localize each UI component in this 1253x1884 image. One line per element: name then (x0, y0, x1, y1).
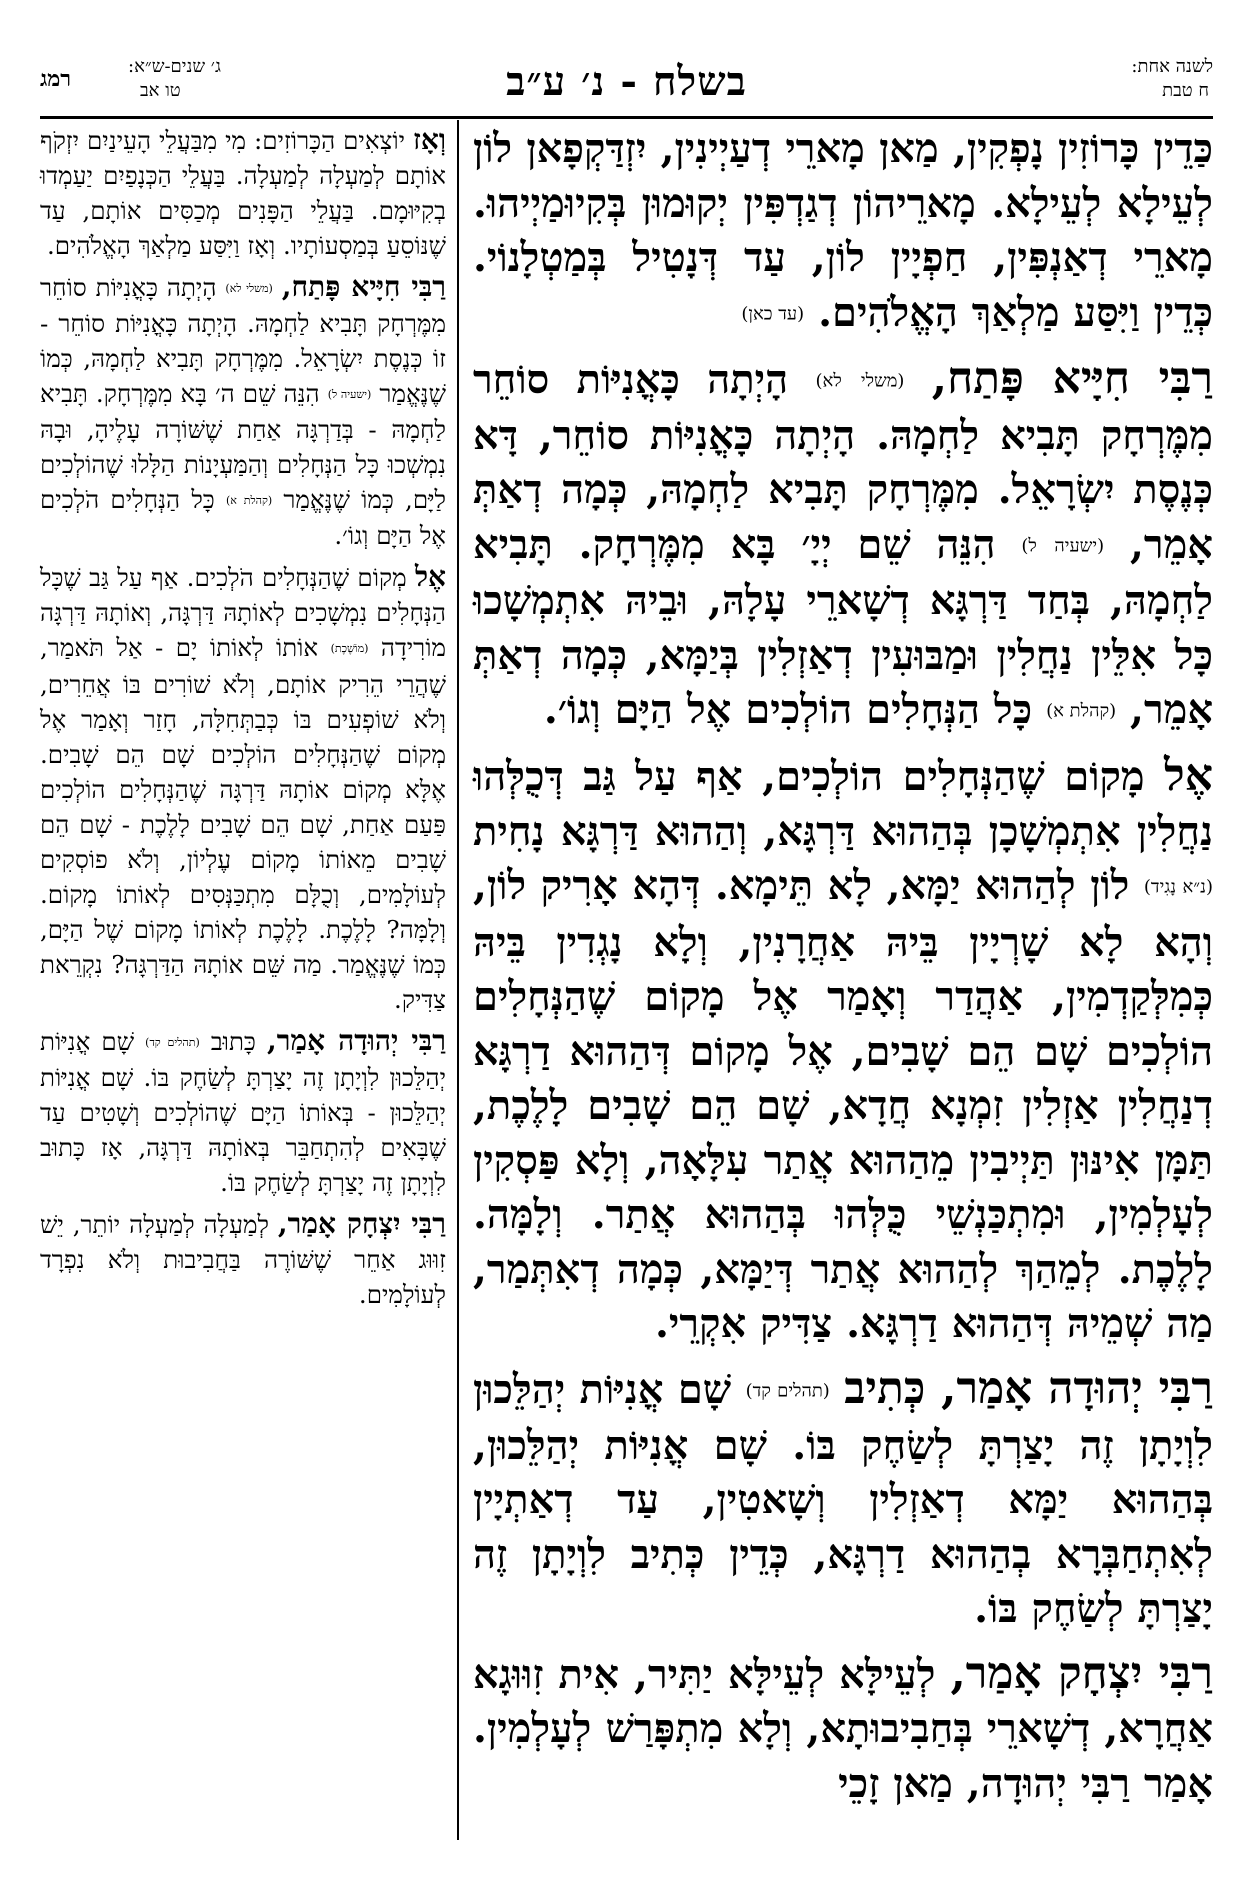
one-year-label: לשנה אחת: (1131, 56, 1213, 77)
side-text: אוֹתוֹ לְאוֹתוֹ יָם - אַל תֹּאמַר, שֶׁהֲרֵי הֵרִיק אוֹתָם, וְלֹא שׁוֹרִים בּוֹ אֲחֵרִים, וְלֹא שׁוֹפְעִים בּוֹ כְּבַתְּחִלָּה, חָזַר וְאָמַר אֶל מְקוֹם שֶׁהַנְּחָלִים הוֹלְכִים שָׁם הֵם שָׁבִים. אֶלָּא מְקוֹם אוֹתָהּ דַּרְגָּה שֶׁהַנְּחָלִים הוֹלְכִים פַּעַם אַחַת, שָׁם הֵם שָׁבִים לָלֶכֶת - שָׁם הֵם שָׁבִים מֵאוֹתוֹ מָקוֹם עֶלְיוֹן, וְלֹא פוֹסְקִים לְעוֹלָמִים, וְכֻלָּם מִתְכַּנְּסִים לְאוֹתוֹ מָקוֹם. וְלָמָּה? לָלֶכֶת. לָלֶכֶת לְאוֹתוֹ מָקוֹם שֶׁל הַיָּם, כְּמוֹ שֶׁנֶּאֱמַר. מַה שֵּׁם אוֹתָהּ הַדַּרְגָּה? נִקְרֵאת צַדִּיק. (40, 633, 446, 1014)
main-paragraph (473, 1362, 1213, 1637)
paragraph-lead: אֶל (1164, 750, 1213, 802)
paragraph-lead: רַבִּי יְהוּדָה אָמַר, כְּתִיב (844, 1362, 1213, 1414)
source-ref: (תהלים קד) (145, 1035, 200, 1049)
main-text: כַּדֵין כָּרוֹזִין נָפְקִין, מַאן מָארֵי דְעַיְינִין, יִזְדַּקְפָאן לוֹן לְעֵילָא לְעֵילָא. מָארֵיהוֹן דְגַדְפִּין יְקוּמוּן בְּקִיוּמַיְיהוּ. מָארֵי דְאַנְפִּין, חַפְיָין לוֹן, עַד דְּנָטִיל בְּמַטְלָנוֹי. כְּדֵין וַיִּסַּע מַלְאַךְ הָאֱלֹהִים. (473, 125, 1214, 336)
side-text: כָּתוּב (210, 1026, 256, 1056)
source-ref: (תהלים קד) (745, 1380, 830, 1402)
side-text: כָּל הַנְּחָלִים הֹלְכִים אֶל הַיָּם וְגוֹ׳. (40, 485, 446, 551)
main-text: מָקוֹם שֶׁהַנְּחָלִים הוֹלְכִים, אַף עַל גַּב דְּכֻלְּהוּ נַחֲלִין אִתְמְשָׁכָן בְּהַהוּא דַּרְגָּא, וְהַהוּא דַּרְגָּא נָחִית (473, 753, 1213, 855)
translation-column (40, 122, 446, 1318)
one-year-date: ח טבת (1162, 80, 1209, 101)
main-paragraph (473, 749, 1213, 1351)
side-paragraph (40, 269, 446, 553)
source-ref: (ישעיה ל) (327, 388, 372, 402)
source-ref: (עד כאן) (741, 303, 805, 325)
three-years-label: ג׳ שנים-ש״א: (128, 56, 221, 77)
main-text-column (473, 122, 1213, 1821)
paragraph-lead: רַבִּי יִצְחָק אָמַר, (950, 1647, 1213, 1699)
paragraph-lead: רַבִּי יְהוּדָה אָמַר, (266, 1023, 446, 1057)
source-ref: (משלי לא) (815, 370, 905, 392)
source-ref: (מוֹשֶׁכֶת) (330, 642, 369, 656)
side-text: הִנֵּה שֵׁם ה׳ בָּא מִמֶּרְחָק. תָּבִיא לַחְמָהּ - בְּדַרְגָּה אַחַת שֶׁשּׁוֹרָה עָלֶיהָ, וּבָהּ נִמְשְׁכוּ כָּל הַנְּחָלִים וְהַמַּעְיָנוֹת הַלָּלוּ שֶׁהוֹלְכִים לַיָּם, כְּמוֹ שֶׁנֶּאֱמַר (40, 379, 446, 515)
side-text: שָׁם אֳנִיּוֹת יְהַלֵּכוּן לִוְיָתָן זֶה יָצַרְתָּ לְשַׂחֶק בּוֹ. שָׁם אֳנִיּוֹת יְהַלֵּכוּן - בְּאוֹתוֹ הַיָּם שֶׁהוֹלְכִים וְשָׁטִים עַד שֶׁבָּאִים לְהִתְחַבֵּר בְּאוֹתָהּ דַּרְגָּה, אָז כָּתוּב לִוְיָתָן זֶה יָצַרְתָּ לְשַׂחֶק בּוֹ. (40, 1026, 446, 1197)
side-text: יוֹצְאִים הַכָּרוֹזִים: מִי מִבַּעֲלֵי הָעֵינַיִם יִזְקֹף אוֹתָם לְמַעְלָה לְמַעְלָה. בַּעֲלֵי הַכְּנָפַיִם יַעַמְדוּ בְקִיּוּמָם. בַּעֲלֵי הַפָּנִים מְכַסִּים אוֹתָם, עַד שֶׁנּוֹסֵעַ בְּמַסְעוֹתָיו. וְאָז וַיִּסַּע מַלְאַךְ הָאֱלֹהִים. (40, 126, 446, 260)
source-ref: (ישעיה ל) (1021, 535, 1105, 557)
page-number: רמג (40, 66, 72, 92)
paragraph-lead: רַבִּי חִיָּיא פָּתַח, (931, 352, 1213, 404)
main-text: הִנֵּה שֵׁם יְיָ׳ בָּא מִמֶּרְחָק. תָּבִיא לַחְמָהּ, בְּחַד דַּרְגָּא דְשָׁארֵי עָלָהּ, וּבֵיהּ אִתְמְשָׁכוּ כָּל אִלֵּין נַחֲלִין וּמַבּוּעִין דְאַזְלִין בְּיַמָּא, כְּמָה דְאַתְּ אָמֵר, (473, 520, 1213, 734)
source-ref: (קהלת א) (225, 494, 273, 508)
column-divider (457, 120, 459, 1840)
side-text: לְמַעְלָה לְמַעְלָה יוֹתֵר, יֵשׁ זִוּוּג אַחֵר שֶׁשּׁוֹרֶה בַּחֲבִיבוּת וְלֹא נִפְרָד לְעוֹלָמִים. (40, 1209, 446, 1309)
paragraph-lead: רַבִּי יִצְחָק אָמַר, (277, 1206, 446, 1240)
main-text: לְעֵילָּא לְעֵילָּא יַתִּיר, אִית זִוּוּגָא אַחֲרָא, דְשָׁארֵי בְּחַבִיבוּתָא, וְלָא מִתְפָּרַשׁ לְעָלְמִין. אָמַר רַבִּי יְהוּדָה, מַאן זָכֵי (473, 1650, 1213, 1807)
source-ref: (משלי לא) (225, 282, 273, 296)
side-text: הָיְתָה כָּאֳנִיּוֹת סוֹחֵר מִמֶּרְחָק תָּבִיא לַחְמָהּ. הָיְתָה כָּאֳנִיּוֹת סוֹחֵר - זוֹ כְּנֶסֶת יִשְׂרָאֵל. מִמֶּרְחָק תָּבִיא לַחְמָהּ, כְּמוֹ שֶׁנֶּאֱמַר (40, 273, 446, 409)
page-title: בשלח - נ׳ ע״ב (506, 58, 747, 105)
side-paragraph (40, 1206, 446, 1312)
side-paragraph (40, 1023, 446, 1200)
main-paragraph (473, 122, 1213, 342)
main-text: לוֹן לְהַהוּא יַמָּא, לָא תֵּימָא. דְּהָא אָרִיק לוֹן, וְהָא לָא שָׁרְיָין בֵּיהּ אַחֲרָנִין, וְלָא נָגְדִין בֵּיהּ כְּמִלְּקַדְמִין, אַהֲדַר וְאָמַר אֶל מָקוֹם שֶׁהַנְּחָלִים הוֹלְכִים שָׁם הֵם שָׁבִים, אֶל מָקוֹם דְּהַהוּא דַרְגָּא דְנַחֲלִין אַזְלִין זִמְנָא חֲדָא, שָׁם הֵם שָׁבִים לָלֶכֶת, תַּמָּן אִינּוּן תַּיְיבִין מֵהַהוּא אֲתַר עִלָּאָה, וְלָא פַּסְקִין לְעָלְמִין, וּמִתְכַּנְשֵׁי כֻּלְּהוּ בְּהַהוּא אֲתַר. וְלָמָּה. לָלֶכֶת. לְמֵהַךְ לְהַהוּא אֲתַר דְּיַמָּא, כְּמָה דְאִתְּמַר, מַה שְׁמֵיהּ דְּהַהוּא דַרְגָּא. צַדִּיק אִקְרֵי. (473, 862, 1213, 1348)
page-header (40, 52, 1213, 118)
paragraph-lead: וְאָז (413, 123, 446, 156)
source-ref: (קהלת א) (1046, 700, 1117, 722)
main-paragraph (473, 352, 1213, 740)
source-ref: (נ״א נָגִיד) (1143, 877, 1213, 899)
main-text: שָׁם אֳנִיּוֹת יְהַלֵּכוּן לִוְיָתָן זֶה יָצַרְתָּ לְשַׂחֶק בּוֹ. שָׁם אֳנִיּוֹת יְהַלֵּכוּן, בְּהַהוּא יַמָּא דְאַזְלִין וְשָׁאטִין, עַד דְאַתְיָין לְאִתְחַבְּרָא בְהַהוּא דַרְגָּא, כְּדֵין כְּתִיב לִוְיָתָן זֶה יָצַרְתָּ לְשַׂחֶק בּוֹ. (473, 1365, 1213, 1633)
side-text: מְקוֹם שֶׁהַנְּחָלִים הֹלְכִים. אַף עַל גַּב שֶׁכָּל הַנְּחָלִים נִמְשָׁכִים לְאוֹתָהּ דַּרְגָּה, וְאוֹתָהּ דַּרְגָּה מוֹרִידָה (40, 563, 446, 663)
paragraph-lead: רַבִּי חִיָּיא פָּתַח, (281, 270, 446, 303)
three-years-date: טו אב (140, 80, 181, 101)
main-text: הָיְתָה כָּאֳנִיּוֹת סוֹחֵר מִמֶּרְחָק תָּבִיא לַחְמָהּ. הָיְתָה כָּאֳנִיּוֹת סוֹחֵר, דָּא כְּנֶסֶת יִשְׂרָאֵל. מִמֶּרְחָק תָּבִיא לַחְמָהּ, כְּמָה דְאַתְּ אָמֵר, (473, 355, 1213, 568)
side-paragraph (40, 122, 446, 263)
main-text: כָּל הַנְּחָלִים הוֹלְכִים אֶל הַיָּם וְגוֹ׳. (543, 686, 1033, 734)
paragraph-lead: אֶל (414, 560, 447, 594)
main-paragraph (473, 1647, 1213, 1812)
header-rule (40, 116, 1213, 119)
side-paragraph (40, 559, 446, 1016)
